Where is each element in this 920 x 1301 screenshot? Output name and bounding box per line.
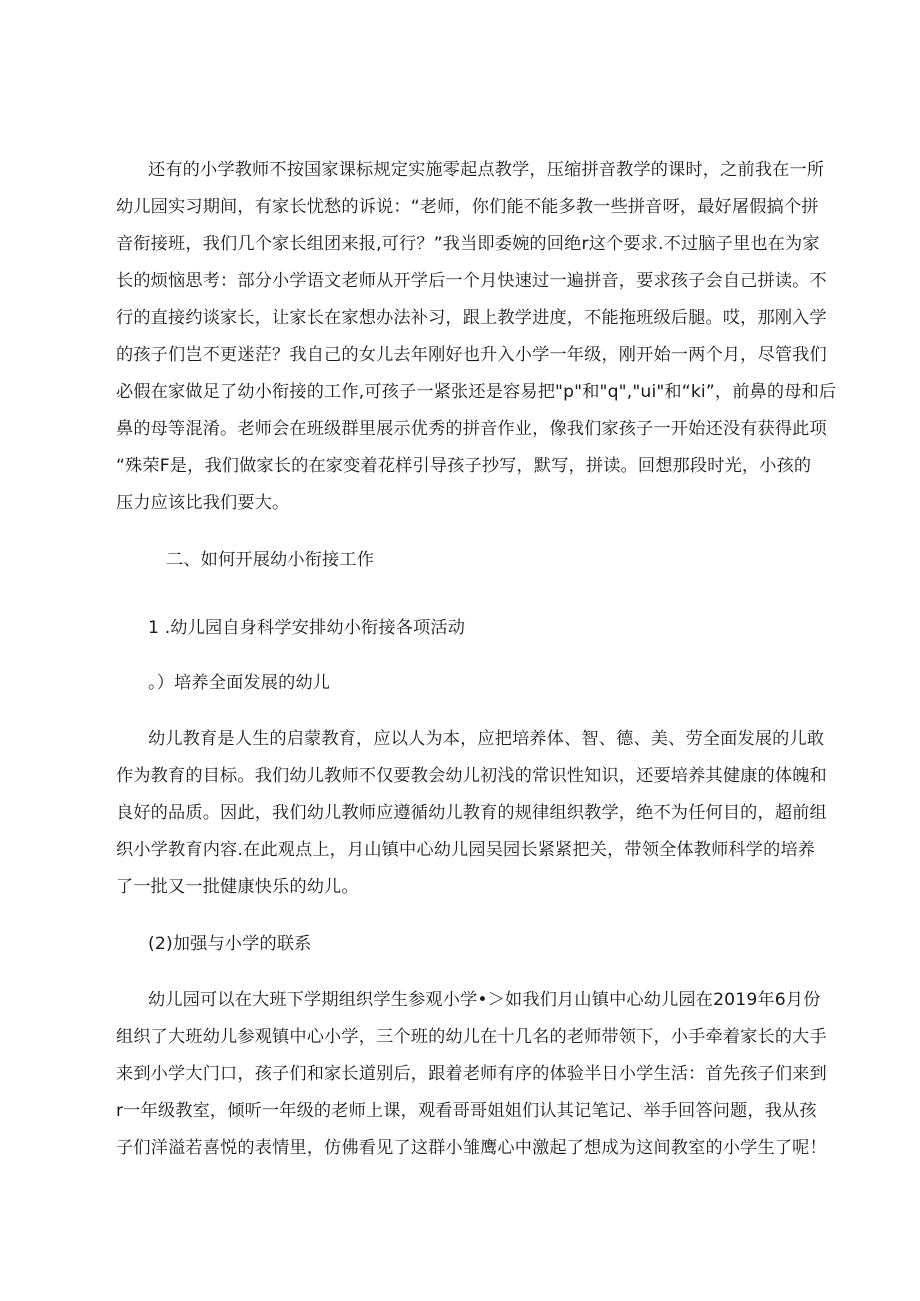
paragraph-1-line-5: 行的直接约谈家长，让家长在家想办法补习，跟上教学进度，不能拖班级后腿。哎，那刚入学 [116,308,827,328]
paragraph-1-line-9: “殊荣F是，我们做家长的在家变着花样引导孩子抄写，默写，拼读。回想那段时光，小孩的 [116,456,812,476]
paragraph-2-line-4: 织小学教育内容.在此观点上，月山镇中心幼儿园吴园长紧紧把关，带领全体教师科学的培养 [116,840,816,860]
paragraph-1-line-7: 必假在家做足了幼小衔接的工作,可孩子一紧张还是容易把"p"和"q","ui"和“ki”，前鼻的母和后 [116,382,837,402]
paragraph-3-line-1: 幼儿园可以在大班下学期组织学生参观小学•＞如我们月山镇中心幼儿园在2019年6月份 [148,990,821,1010]
sub-item-heading-2: (2)加强与小学的联系 [148,934,312,954]
paragraph-2-line-2: 作为教育的目标。我们幼儿教师不仅要教会幼儿初浅的常识性知识，还要培养其健康的体魄和 [116,766,827,786]
paragraph-3-line-3: 来到小学大门口，孩子们和家长道别后，跟着老师有序的体验半日小学生活：首先孩子们来到 [116,1064,827,1084]
paragraph-1-line-8: 鼻的母等混淆。老师会在班级群里展示优秀的拼音作业，像我们家孩子一开始还没有获得此项 [116,419,827,439]
paragraph-3-line-5: 子们洋溢若喜悦的表情里，仿佛看见了这群小雏鹰心中激起了想成为这间教室的小学生了呢！ [116,1138,827,1158]
paragraph-2-line-5: 了一批又一批健康快乐的幼儿。 [116,877,359,897]
paragraph-1-line-1: 还有的小学教师不按国家课标规定实施零起点教学，压缩拼音教学的课时，之前我在一所 [148,160,825,180]
paragraph-1-line-2: 幼儿园实习期间，有家长忧愁的诉说：“老师，你们能不能多教一些拼音呀，最好屠假搞个拼 [116,197,819,217]
paragraph-3-line-4: r一年级教室，倾听一年级的老师上课，观看哥哥姐姐们认其记笔记、举手回答问题，我从孩 [116,1101,817,1121]
paragraph-1-line-6: 的孩子们岂不更迷茫？我自己的女儿去年刚好也升入小学一年级，刚开始一两个月，尽管我们 [116,345,827,365]
section-heading: 二、如何开展幼小衔接工作 [166,550,375,570]
sub-item-heading-1: 。）培养全面发展的幼儿 [148,673,331,693]
paragraph-1-line-10: 压力应该比我们要大。 [116,493,290,513]
paragraph-2-line-3: 良好的品质。因此，我们幼儿教师应遵循幼儿教育的规律组织教学，绝不为任何目的，超前组 [116,803,827,823]
paragraph-1-line-4: 长的烦恼思考：部分小学语文老师从开学后一个月快速过一遍拼音，要求孩子会自己拼读。不 [116,271,827,291]
paragraph-3-line-2: 组织了大班幼儿参观镇中心小学，三个班的幼儿在十几名的老师带领下，小手牵着家长的大手 [116,1027,827,1047]
paragraph-2-line-1: 幼儿教育是人生的启蒙教育，应以人为本，应把培养体、智、德、美、劳全面发展的儿敢 [148,729,825,749]
paragraph-1-line-3: 音衔接班，我们几个家长组团来报,可行？”我当即委婉的回绝r这个要求.不过脑子里也在为家 [116,234,820,254]
subsection-heading: 1 .幼儿园自身科学安排幼小衔接各项活动 [148,618,466,638]
